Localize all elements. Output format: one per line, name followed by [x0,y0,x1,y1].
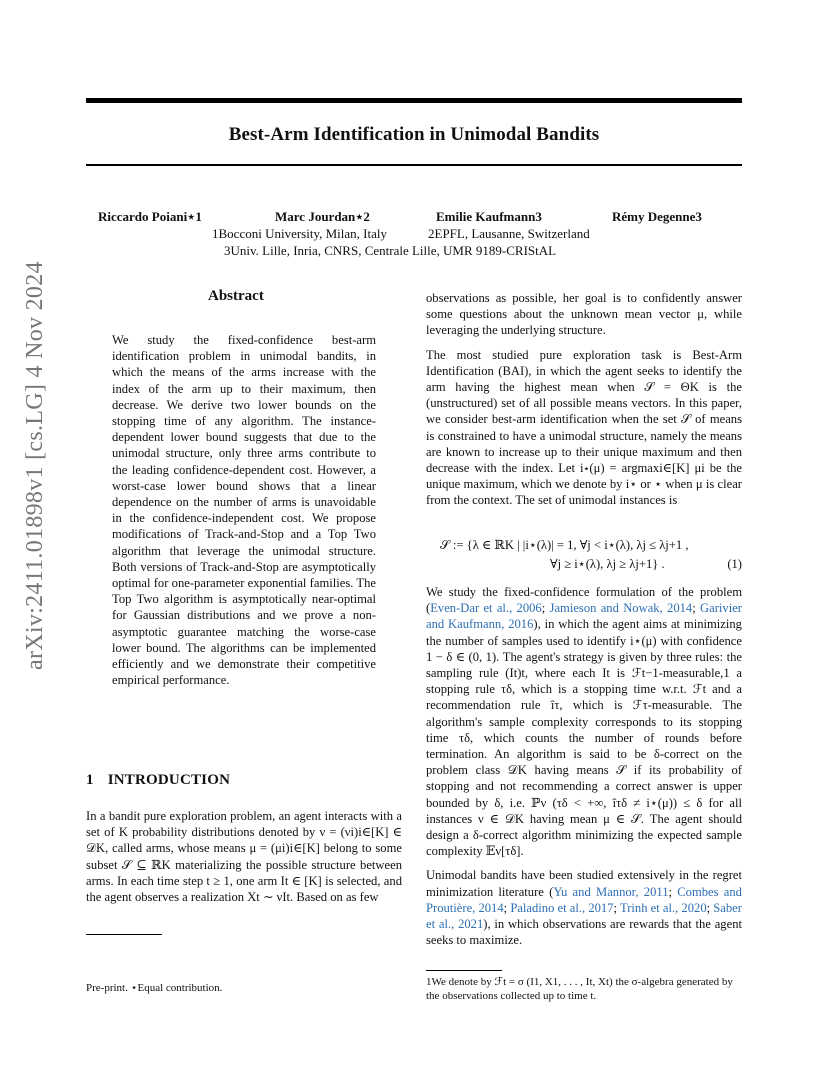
equation-line-1: 𝒮 := {λ ∈ ℝK | |i⋆(λ)| = 1, ∀j < i⋆(λ), λj ≤ λj+1 , [440,538,689,552]
title-top-rule [86,98,742,103]
citation-link[interactable]: Saber et al., 2021 [426,900,742,932]
citation-link[interactable]: Trinh et al., 2020 [619,900,707,915]
author-2: Marc Jourdan⋆2 [275,209,370,224]
paragraph-unimodal-bandits: Unimodal bandits have been studied extensively in the regret minimization literature (Yu and Mannor, 2011; Combes and Proutière, 2014; Paladino et al., 2017; Trinh et al., 2020; Saber et al., 2021), in which observations are rewards that the agent seeks to maximize. [426,868,742,948]
citation-link[interactable]: Jamieson and Nowak, 2014 [549,601,693,616]
equation-tag: (1) [727,557,742,571]
affiliation-1: 1Bocconi University, Milan, Italy [212,226,387,241]
paragraph-continuation: observations as possible, her goal is to confidently answer some questions about the unknown mean vector μ, while leveraging the underlying structure. [426,291,742,338]
section-number: 1 [86,772,94,788]
equation-unimodal-set [426,536,742,574]
citation-link[interactable]: Combes and Proutière, 2014 [426,884,742,915]
section-heading-introduction [86,772,230,789]
intro-paragraph: In a bandit pure exploration problem, an agent interacts with a set of K probability distributions denoted by ν = (νi)i∈[K] ∈ 𝒟K, called arms, whose means μ = (μi)i∈[K] belong to some subset 𝒮 ⊆ ℝK materializing the possible structure between arms. In each time step t ≥ 1, one arm It ∈ [K] is selected, and the agent observes a realization Xt ∼ νIt. Based on as few [86,809,402,905]
paragraph-bai: The most studied pure exploration task is Best-Arm Identification (BAI), in which the agent seeks to identify the arm having the highest mean when 𝒮 = ΘK is the (unstructured) set of all possible means vectors. In this paper, we consider best-arm identification when the set 𝒮 of means is constrained to have a unimodal structure, namely the means are known to increase up to their unique maximum and then decrease with the index. Let i⋆(μ) = argmaxi∈[K] μi be the unique maximum, which we denote by i⋆ or ⋆ when μ is clear from the context. The set of unimodal instances is [426,347,742,508]
abstract-heading: Abstract [208,288,264,304]
right-footnote-rule [426,970,502,971]
footnote-1: 1We denote by ℱt = σ (I1, X1, . . . , It, Xt) the σ-algebra generated by the observations collected up to time t. [426,976,733,1002]
citation-link[interactable]: Garivier and Kaufmann, 2016 [426,601,742,632]
section-title: INTRODUCTION [107,772,231,788]
equation-line-2: ∀j ≥ i⋆(λ), λj ≥ λj+1} . [550,557,665,571]
title-bottom-rule [86,164,742,166]
paper-title: Best-Arm Identification in Unimodal Bandits [228,124,600,145]
citation-link[interactable]: Yu and Mannor, 2011 [553,884,669,899]
author-1: Riccardo Poiani⋆1 [98,209,202,224]
citation-link[interactable]: Even-Dar et al., 2006 [430,601,542,616]
affiliation-2: 2EPFL, Lausanne, Switzerland [428,226,590,241]
author-4: Rémy Degenne3 [612,209,702,224]
paragraph-fixed-confidence: We study the fixed-confidence formulation of the problem (Even-Dar et al., 2006; Jamieson and Nowak, 2014; Garivier and Kaufmann, 2016), in which the agent aims at minimizing the number of samples used to identify i⋆(μ) with confidence 1 − δ ∈ (0, 1). The agent's strategy is given by three rules: the sampling rule (It)t, where each It is ℱt−1-measurable,1 a stopping rule τδ, which is a stopping time w.r.t. ℱt and a recommendation rule îτ, which is ℱτ-measurable. The algorithm's sample complexity corresponds to its stopping time τδ, which counts the number of rounds before termination. An algorithm is said to be δ-correct on the problem class 𝒟K having means 𝒮 if its probability of stopping and not recommending a correct answer is upper bounded by δ, i.e. ℙν (τδ < +∞, îτδ ≠ i⋆(μ)) ≤ δ for all instances ν ∈ 𝒟K having mean μ ∈ 𝒮. The agent should design a δ-correct algorithm minimizing the expected sample complexity 𝔼ν[τδ]. [426,585,742,859]
author-3: Emilie Kaufmann3 [436,209,542,224]
abstract-body: We study the fixed-confidence best-arm identification problem in unimodal bandits, in which the means of the arms increase with the index of the arm up to their maximum, then decrease. We derive two lower bounds on the stopping time of any algorithm. The instance-dependent lower bound suggests that due to the unimodal structure, only three arms contribute to the leading confidence-dependent cost. However, a worst-case lower bound shows that a linear dependence on the number of arms is unavoidable in the confidence-independent cost. We propose modifications of Track-and-Stop and a Top Two algorithm that leverage the unimodal structure. Both versions of Track-and-Stop are asymptotically optimal for one-parameter exponential families. The Top Two algorithm is asymptotically near-optimal for Gaussian distributions and we prove a non-asymptotic guarantee matching the worse-case lower bound. The algorithms can be implemented efficiently and we demonstrate their competitive empirical performance. [112,333,376,688]
right-column-top [426,290,742,517]
right-column-bottom [426,584,742,956]
left-footnote-rule [86,934,162,935]
affiliation-3: 3Univ. Lille, Inria, CNRS, Centrale Lille, UMR 9189-CRIStAL [224,243,557,258]
citation-link[interactable]: Paladino et al., 2017 [510,900,614,915]
preprint-note: Pre-print. ⋆Equal contribution. [86,982,223,994]
arxiv-identifier: arXiv:2411.01898v1 [cs.LG] 4 Nov 2024 [22,261,48,670]
